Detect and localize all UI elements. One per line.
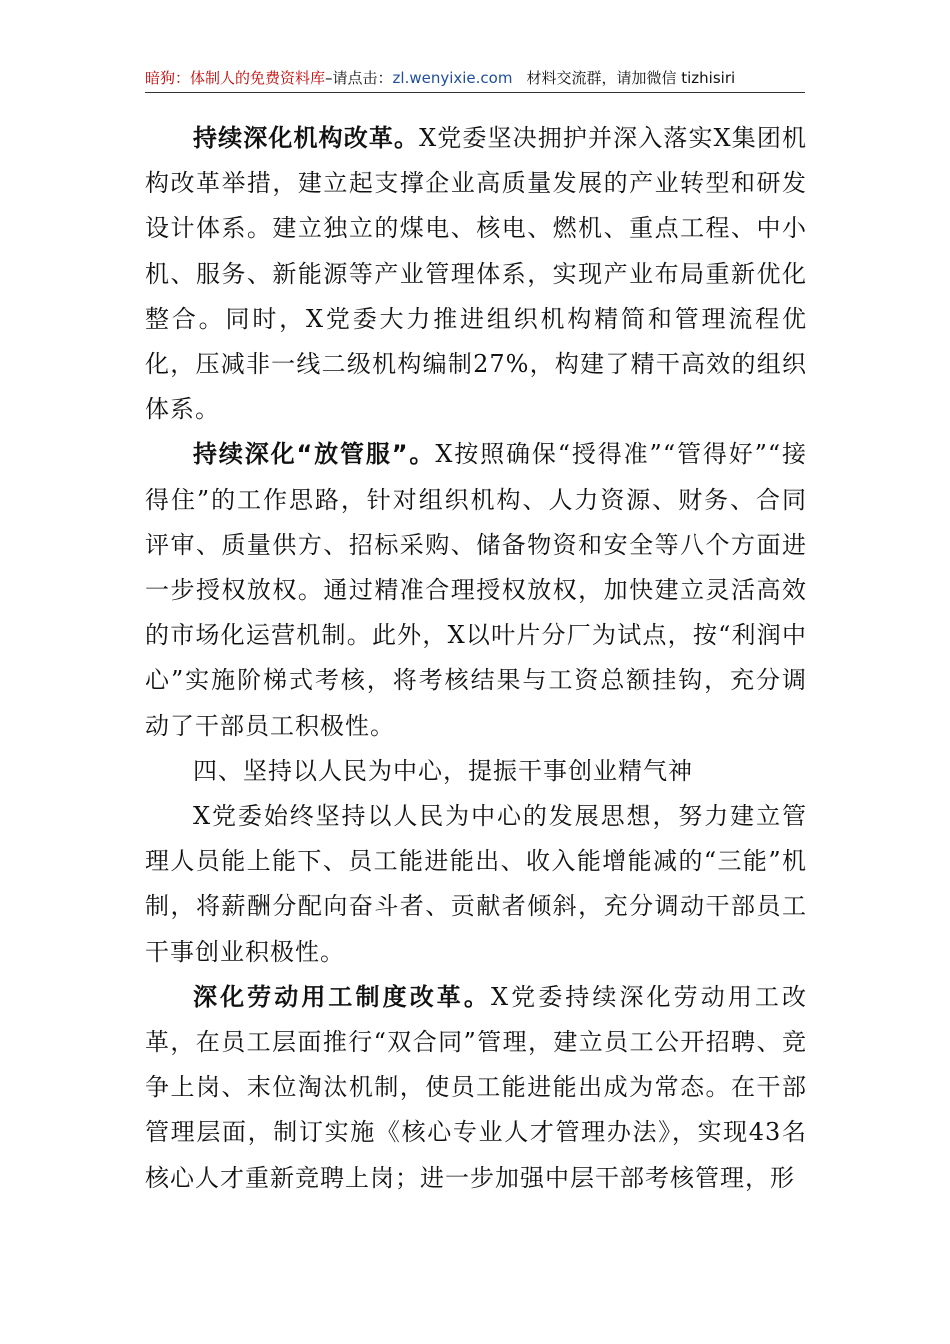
page-header — [145, 66, 805, 93]
wechat-note: 材料交流群，请加微信 tizhisiri — [526, 69, 736, 87]
section-intro: X党委始终坚持以人民为中心的发展思想，努力建立管理人员能上能下、员工能进能出、收入能增能减的“三能”机制，将薪酬分配向奋斗者、贡献者倾斜，充分调动干部员工干事创业积极性。 — [145, 802, 807, 966]
site-url-link[interactable]: zl.wenyixie.com — [392, 69, 513, 87]
document-body — [145, 116, 807, 1201]
paragraph-fangguanfu — [145, 432, 807, 748]
paragraph-institution-reform — [145, 116, 807, 432]
paragraph-lead: 持续深化“放管服”。 — [193, 440, 436, 469]
site-label[interactable]: 暗狗：体制人的免费资料库 — [145, 69, 326, 87]
paragraph-lead: 深化劳动用工制度改革。 — [193, 982, 491, 1011]
paragraph-body: X党委持续深化劳动用工改革，在员工层面推行“双合同”管理，建立员工公开招聘、竞争上岗、末位淘汰机制，使员工能进能出成为常态。在干部管理层面，制订实施《核心专业人才管理办法》，实现43名核心人才重新竞聘上岗；进一步加强中层干部考核管理，形 — [145, 982, 807, 1192]
paragraph-body: X党委坚决拥护并深入落实X集团机构改革举措，建立起支撑企业高质量发展的产业转型和研发设计体系。建立独立的煤电、核电、燃机、重点工程、中小机、服务、新能源等产业管理体系，实现产业布局重新优化整合。同时，X党委大力推进组织机构精简和管理流程优化，压减非一线二级机构编制27%，构建了精干高效的组织体系。 — [145, 124, 808, 424]
click-prefix: –请点击： — [325, 69, 393, 87]
paragraph-body: X按照确保“授得准”“管得好”“接得住”的工作思路，针对组织机构、人力资源、财务、合同评审、质量供方、招标采购、储备物资和安全等八个方面进一步授权放权。通过精准合理授权放权，加快建立灵活高效的市场化运营机制。此外，X以叶片分厂为试点，按“利润中心”实施阶梯式考核，将考核结果与工资总额挂钩，充分调动了干部员工积极性。 — [145, 440, 808, 740]
paragraph-lead: 持续深化机构改革。 — [193, 124, 420, 152]
section-heading: 四、坚持以人民为中心，提振干事创业精气神 — [193, 756, 693, 785]
paragraph-labor-reform — [145, 975, 807, 1201]
